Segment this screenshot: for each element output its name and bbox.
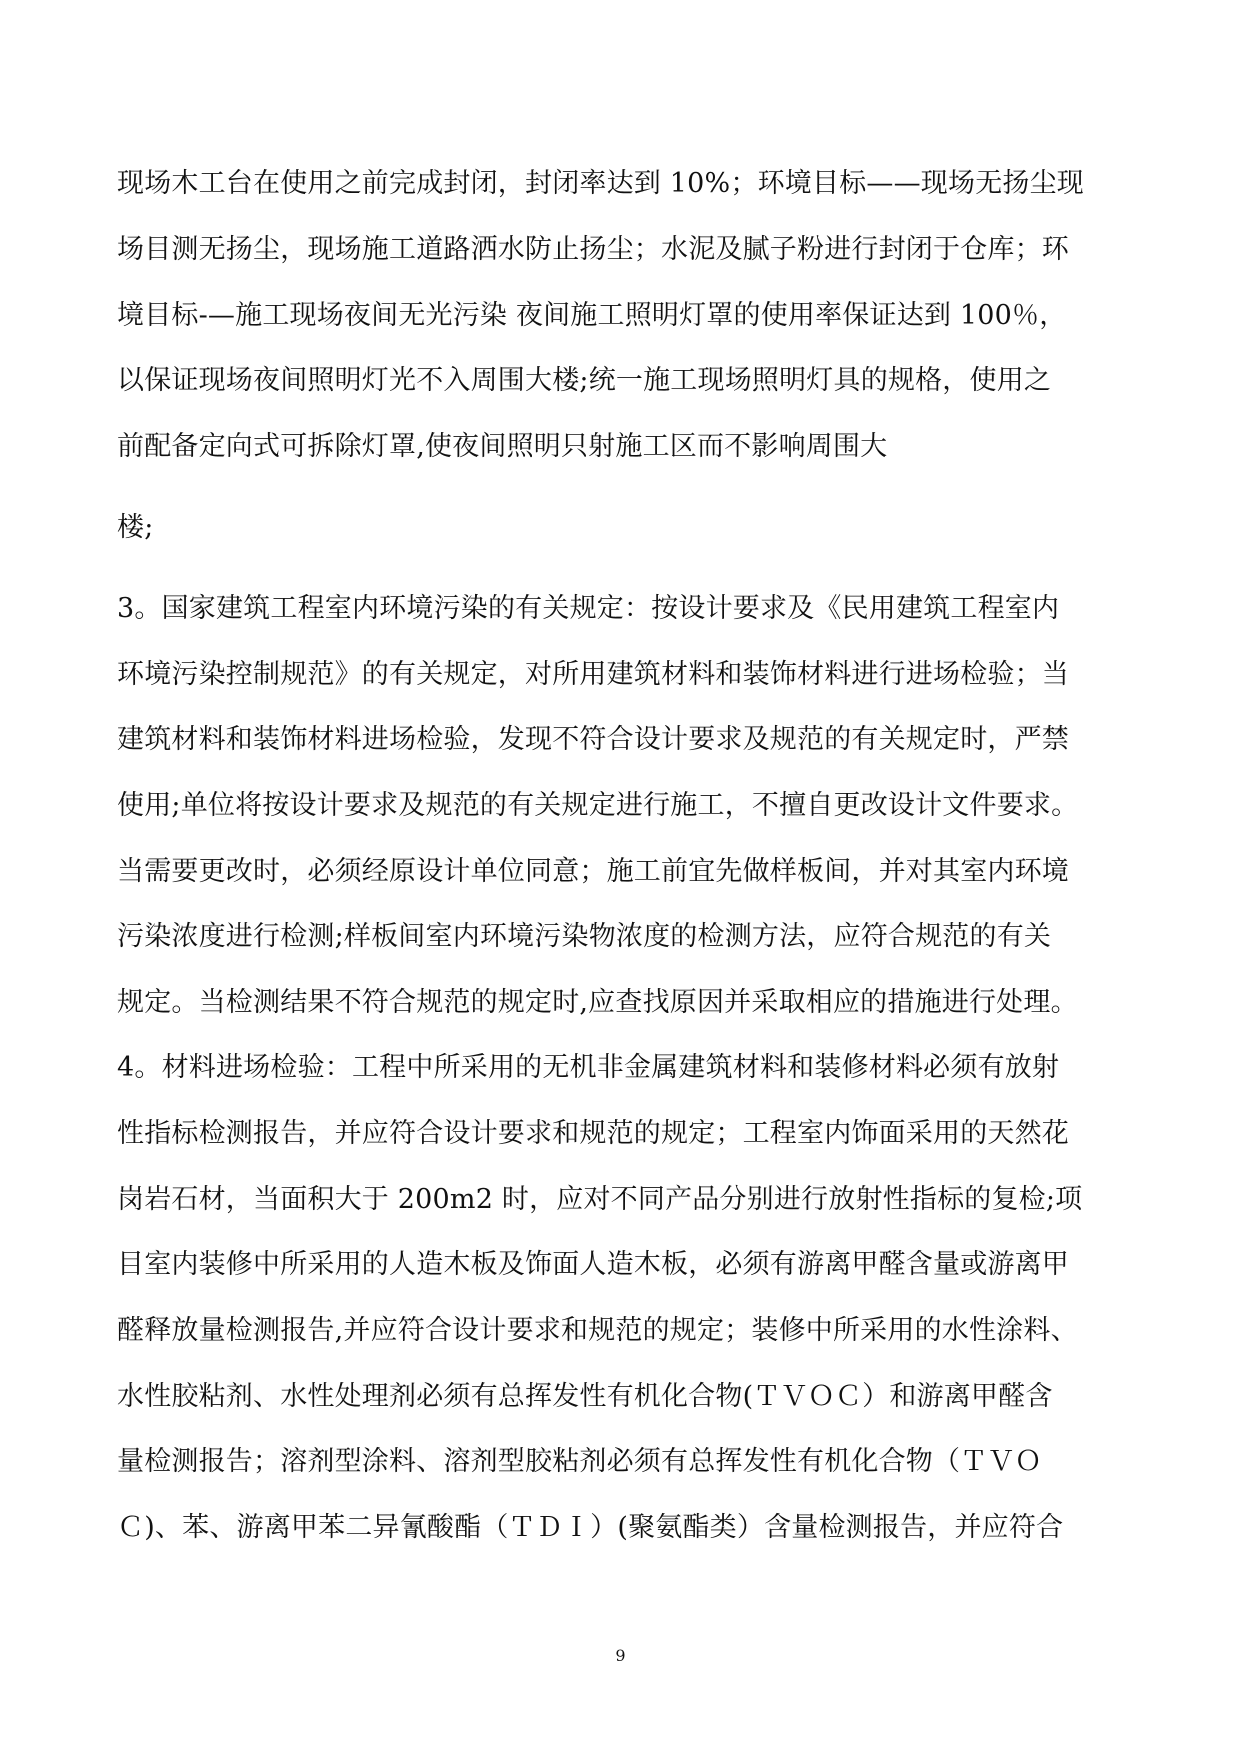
text-line: 建筑材料和装饰材料进场检验，发现不符合设计要求及规范的有关规定时，严禁 bbox=[117, 724, 1069, 755]
page-number: 9 bbox=[615, 1646, 626, 1665]
text-line: 水性胶粘剂、水性处理剂必须有总挥发性有机化合物(ＴＶＯＣ）和游离甲醛含 bbox=[117, 1381, 1053, 1412]
text-line: 场目测无扬尘，现场施工道路洒水防止扬尘；水泥及腻子粉进行封闭于仓库；环 bbox=[117, 234, 1069, 265]
text-line: 量检测报告；溶剂型涂料、溶剂型胶粘剂必须有总挥发性有机化合物（ＴＶＯ bbox=[117, 1446, 1042, 1477]
text-line: 岗岩石材，当面积大于 200m2 时，应对不同产品分别进行放射性指标的复检;项 bbox=[117, 1184, 1083, 1215]
text-line: Ｃ)、苯、游离甲苯二异氰酸酯（ＴＤＩ）(聚氨酯类）含量检测报告，并应符合 bbox=[117, 1512, 1064, 1543]
text-line: 楼; bbox=[117, 512, 154, 543]
text-line: 目室内装修中所采用的人造木板及饰面人造木板，必须有游离甲醛含量或游离甲 bbox=[117, 1249, 1069, 1280]
text-line: 使用;单位将按设计要求及规范的有关规定进行施工，不擅自更改设计文件要求。 bbox=[117, 790, 1079, 821]
text-line: 3。国家建筑工程室内环境污染的有关规定：按设计要求及《民用建筑工程室内 bbox=[117, 593, 1060, 624]
text-line: 醛释放量检测报告,并应符合设计要求和规范的规定；装修中所采用的水性涂料、 bbox=[117, 1315, 1078, 1346]
text-line: 境目标-—施工现场夜间无光污染 夜间施工照明灯罩的使用率保证达到 100％， bbox=[117, 300, 1067, 331]
text-line: 4。材料进场检验：工程中所采用的无机非金属建筑材料和装修材料必须有放射 bbox=[117, 1052, 1060, 1083]
text-line: 环境污染控制规范》的有关规定，对所用建筑材料和装饰材料进行进场检验；当 bbox=[117, 659, 1069, 690]
text-line: 以保证现场夜间照明灯光不入周围大楼;统一施工现场照明灯具的规格，使用之 bbox=[117, 365, 1052, 396]
text-line: 性指标检测报告，并应符合设计要求和规范的规定；工程室内饰面采用的天然花 bbox=[117, 1118, 1069, 1149]
text-line: 污染浓度进行检测;样板间室内环境污染物浓度的检测方法，应符合规范的有关 bbox=[117, 921, 1052, 952]
text-line: 现场木工台在使用之前完成封闭，封闭率达到 10%；环境目标——现场无扬尘现 bbox=[117, 168, 1084, 199]
text-line: 规定。当检测结果不符合规范的规定时,应查找原因并采取相应的措施进行处理。 bbox=[117, 987, 1078, 1018]
text-line: 当需要更改时，必须经原设计单位同意；施工前宜先做样板间，并对其室内环境 bbox=[117, 856, 1069, 887]
text-line: 前配备定向式可拆除灯罩,使夜间照明只射施工区而不影响周围大 bbox=[117, 431, 888, 462]
